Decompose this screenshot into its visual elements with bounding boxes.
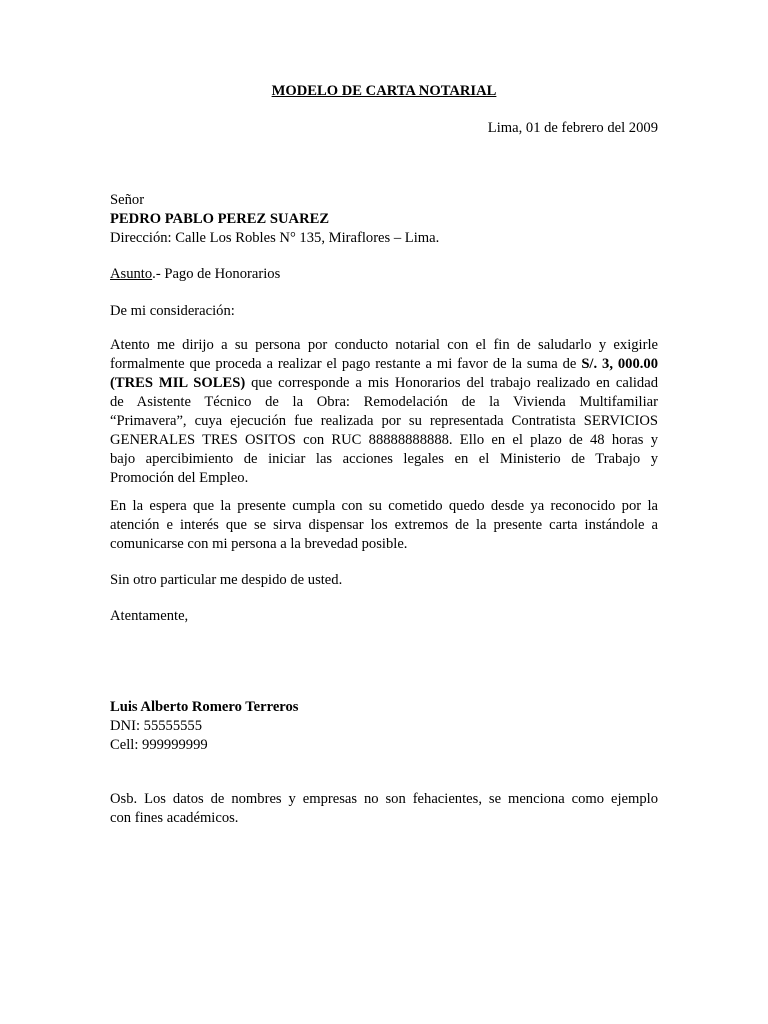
paragraph-1-text: que corresponde a mis Honorarios del trabajo realizado en calidad — [245, 375, 659, 391]
greeting: De mi consideración: — [110, 303, 235, 319]
signature-dni: DNI: 55555555 — [110, 718, 203, 734]
subject-label: Asunto — [110, 266, 153, 282]
signature-name: Luis Alberto Romero Terreros — [110, 699, 299, 715]
paragraph-1-line: GENERALES TRES OSITOS con RUC 88888888888. Ello en el plazo de 48 horas y — [110, 432, 658, 448]
note-line: Osb. Los datos de nombres y empresas no son fehacientes, se menciona como ejemplo — [110, 791, 658, 807]
recipient-salutation: Señor — [110, 192, 145, 208]
paragraph-1-line — [110, 374, 658, 393]
paragraph-1-line: Atento me dirijo a su persona por conducto notarial con el fin de saludarlo y exigirle — [110, 337, 658, 353]
document-title: MODELO DE CARTA NOTARIAL — [271, 83, 497, 99]
paragraph-1-line — [110, 355, 658, 374]
body-paragraph-3: Sin otro particular me despido de usted. — [110, 572, 343, 588]
paragraph-2-line: En la espera que la presente cumpla con su cometido quedo desde ya reconocido por la — [110, 498, 658, 514]
recipient-name: PEDRO PABLO PEREZ SUAREZ — [110, 211, 330, 227]
paragraph-2-line: comunicarse con mi persona a la brevedad posible. — [110, 536, 408, 552]
disclaimer-note — [110, 790, 658, 828]
amount-words: (TRES MIL SOLES) — [110, 375, 246, 391]
recipient-block — [110, 191, 658, 248]
note-line: con fines académicos. — [110, 810, 239, 826]
amount-figure: S/. 3, 000.00 — [581, 356, 659, 372]
subject-line — [110, 265, 658, 284]
signature-cell: Cell: 999999999 — [110, 737, 208, 753]
paragraph-2-line: atención e interés que se sirva dispensar los extremos de la presente carta instándole a — [110, 517, 658, 533]
paragraph-1-line: Promoción del Empleo. — [110, 470, 249, 486]
letter-date: Lima, 01 de febrero del 2009 — [487, 120, 658, 136]
paragraph-1-line: bajo apercibimiento de iniciar las acciones legales en el Ministerio de Trabajo y — [110, 451, 658, 467]
subject-text: .- Pago de Honorarios — [152, 266, 281, 282]
closing: Atentamente, — [110, 608, 189, 624]
body-paragraph-1 — [110, 336, 658, 488]
signature-block — [110, 698, 658, 755]
paragraph-1-line: “Primavera”, cuya ejecución fue realizada por su representada Contratista SERVICIOS — [110, 413, 658, 429]
body-paragraph-2 — [110, 497, 658, 554]
recipient-address: Dirección: Calle Los Robles N° 135, Miraflores – Lima. — [110, 230, 440, 246]
paragraph-1-text: formalmente que proceda a realizar el pago restante a mi favor de la suma de — [110, 356, 582, 372]
paragraph-1-line: de Asistente Técnico de la Obra: Remodelación de la Vivienda Multifamiliar — [110, 394, 658, 410]
